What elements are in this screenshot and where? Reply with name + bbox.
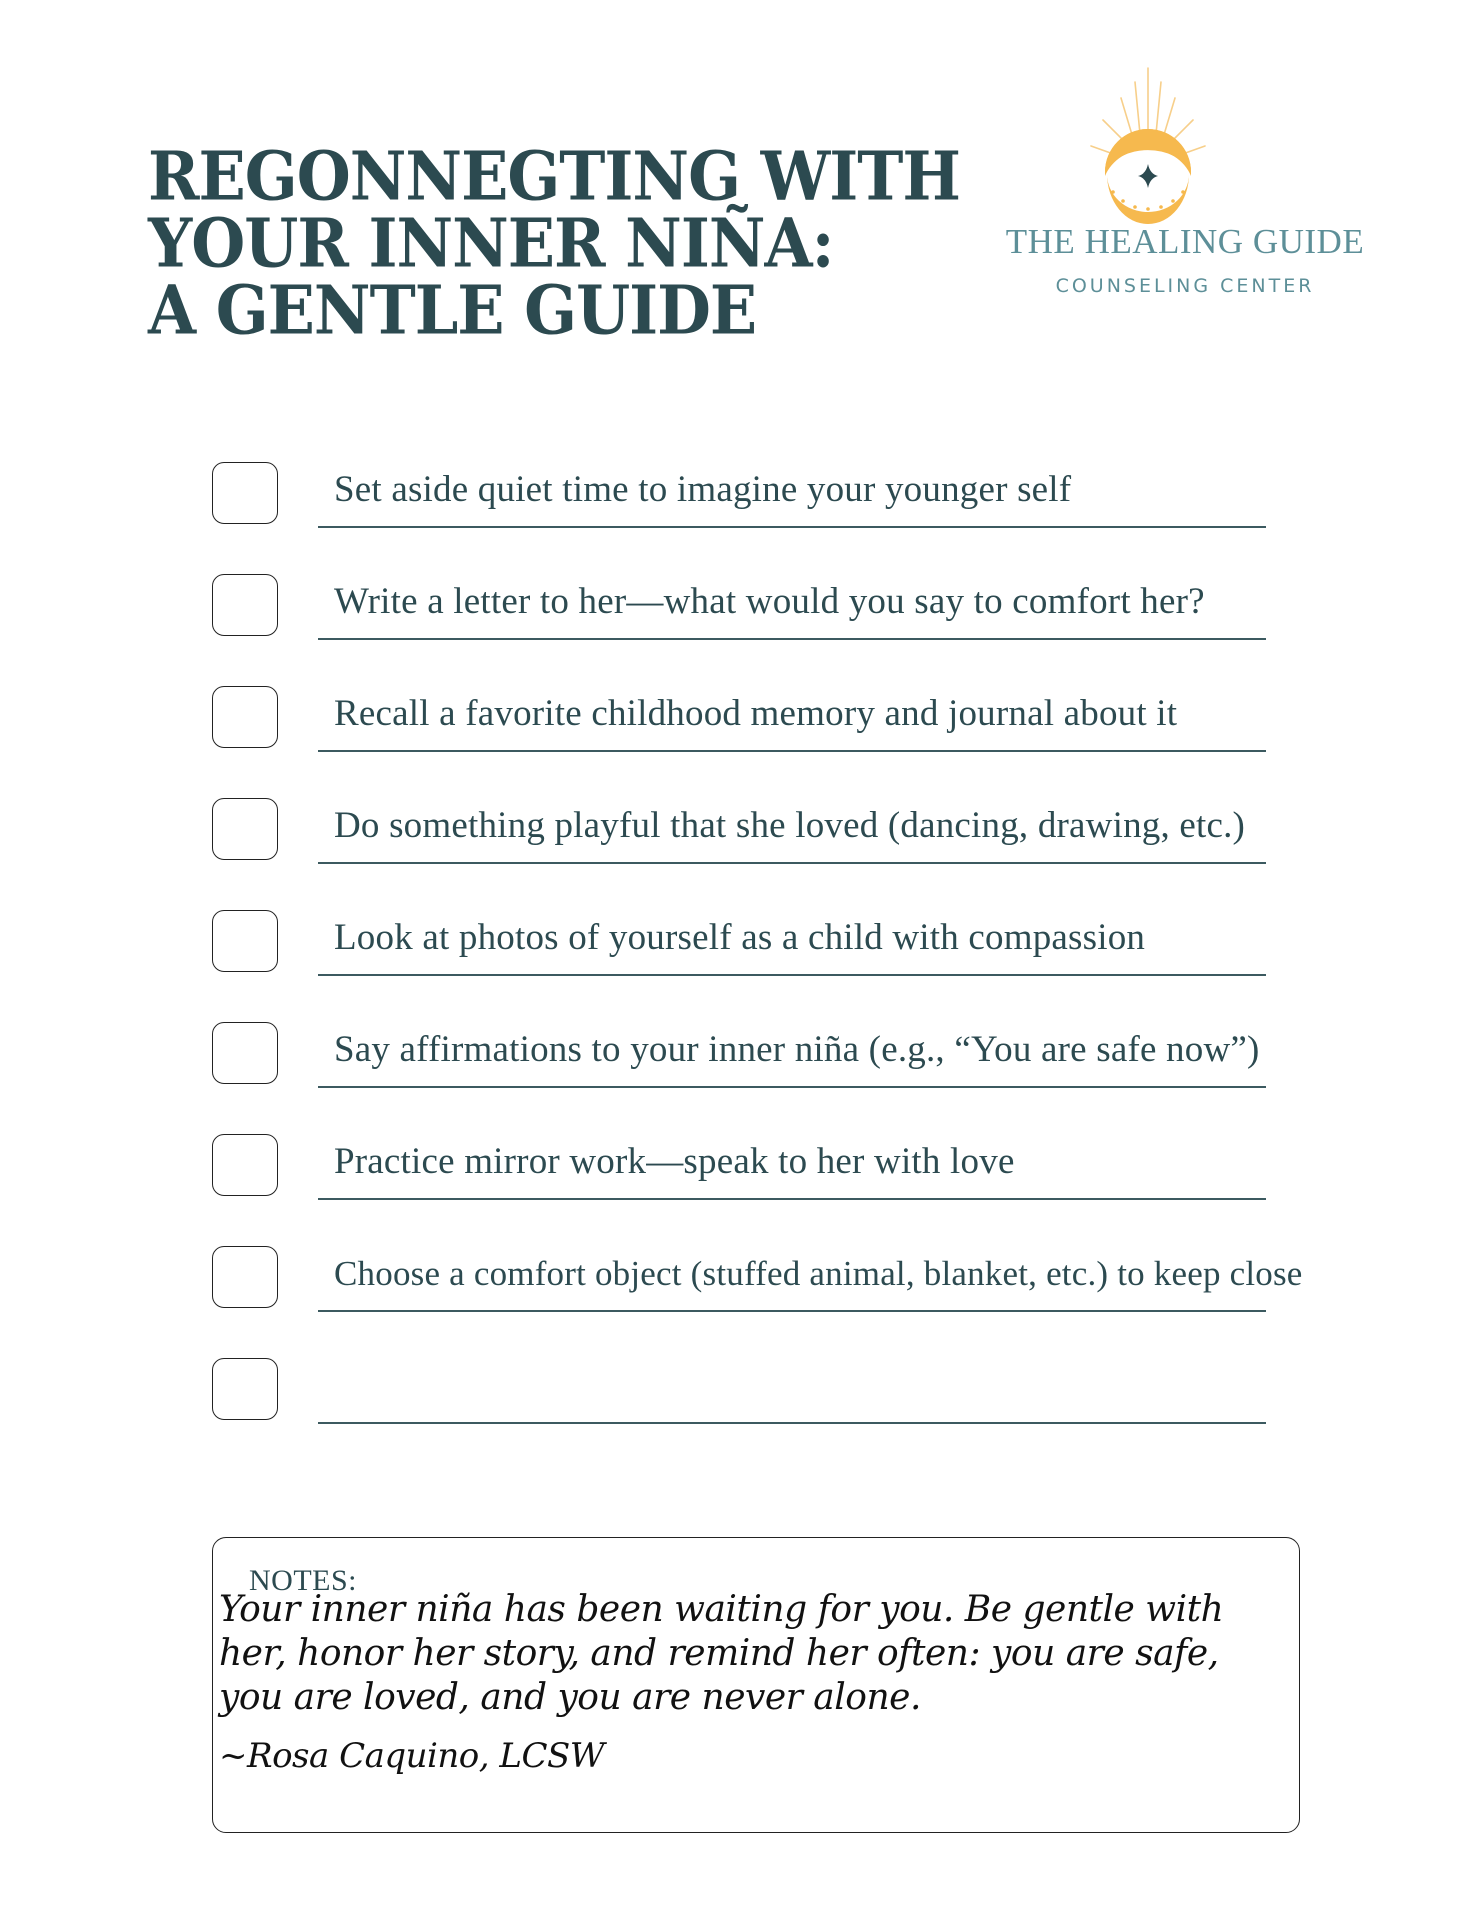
writing-line [318, 974, 1266, 976]
checklist-item-text: Say affirmations to your inner niña (e.g., “You are safe now”) [334, 1029, 1260, 1070]
writing-line [318, 750, 1266, 752]
checklist-item [210, 1134, 1410, 1214]
writing-line [318, 638, 1266, 640]
notes-box [212, 1537, 1300, 1833]
writing-line [318, 1310, 1266, 1312]
writing-line [318, 1422, 1266, 1424]
checkbox[interactable] [212, 910, 278, 972]
writing-line [318, 526, 1266, 528]
checkbox[interactable] [212, 1358, 278, 1420]
logo-subtitle: COUNSELING CENTER [1055, 275, 1315, 297]
checkbox[interactable] [212, 1246, 278, 1308]
writing-line [318, 1086, 1266, 1088]
checklist-item-text: Recall a favorite childhood memory and journal about it [334, 693, 1178, 734]
checklist-item [210, 1246, 1410, 1326]
notes-message: Your inner niña has been waiting for you. Be gentle with her, honor her story, and remind her often: you are safe, you are loved, and you are never alone. [219, 1589, 1224, 1718]
writing-line [318, 1198, 1266, 1200]
checklist-item-text: Write a letter to her—what would you say to comfort her? [334, 581, 1205, 622]
checklist-item [210, 686, 1410, 766]
logo-name: THE HEALING GUIDE [1005, 222, 1365, 261]
checklist-item [210, 910, 1410, 990]
notes-signature: ~Rosa Caquino, LCSW [219, 1736, 605, 1776]
title-line-3: A GENTLE GUIDE [148, 270, 757, 350]
checklist-item [210, 462, 1410, 542]
checkbox[interactable] [212, 1022, 278, 1084]
writing-line [318, 862, 1266, 864]
checkbox[interactable] [212, 574, 278, 636]
checklist-item-text: Do something playful that she loved (dancing, drawing, etc.) [334, 805, 1246, 846]
logo [985, 60, 1385, 310]
checkbox[interactable] [212, 1134, 278, 1196]
checkbox[interactable] [212, 686, 278, 748]
checklist-item-text: Choose a comfort object (stuffed animal, blanket, etc.) to keep close [334, 1254, 1303, 1293]
sun-sparkle-icon [1083, 60, 1213, 225]
checkbox[interactable] [212, 798, 278, 860]
checklist-item [210, 1022, 1410, 1102]
checklist-item [210, 574, 1410, 654]
title-line-1: REGONNEGTING WITH [148, 136, 960, 216]
page-title [148, 136, 960, 350]
notes-label: NOTES: [249, 1564, 357, 1597]
checklist-item-text: Practice mirror work—speak to her with love [334, 1141, 1015, 1182]
checklist-item-text: Set aside quiet time to imagine your younger self [334, 469, 1072, 510]
checkbox[interactable] [212, 462, 278, 524]
checklist-item [210, 798, 1410, 878]
checklist-item-text: Look at photos of yourself as a child with compassion [334, 917, 1146, 958]
checklist-item [210, 1358, 1410, 1438]
title-line-2: YOUR INNER NIÑA: [148, 203, 834, 283]
